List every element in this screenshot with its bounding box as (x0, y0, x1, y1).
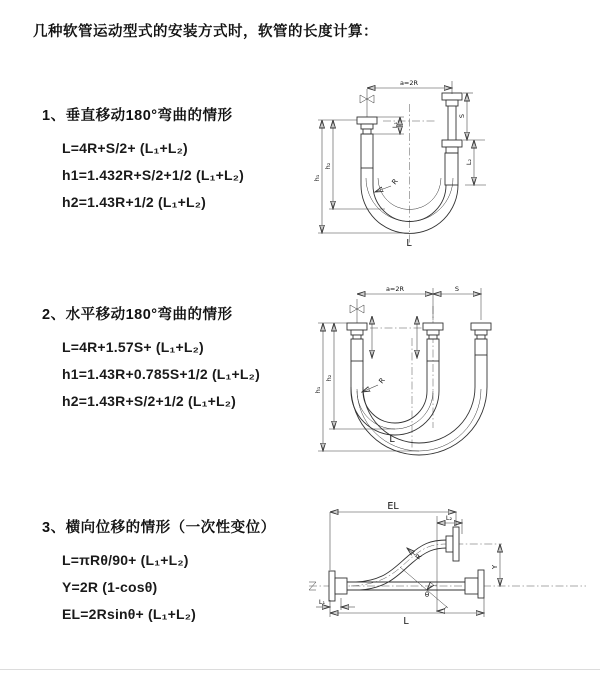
page-title: 几种软管运动型式的安装方式时，软管的长度计算： (33, 24, 378, 40)
dim-label-l1: L₁ (318, 598, 326, 606)
radius-label: R (390, 177, 400, 187)
u-bend-arcs (351, 387, 487, 455)
diagram-lateral-displacement (296, 498, 598, 653)
dim-label-h2: h₂ (324, 162, 332, 170)
dim-label-s: S (454, 285, 460, 293)
formula-length: L=πRθ/90+ (L₁+L₂) (62, 552, 189, 568)
left-flange (357, 117, 377, 134)
length-label: L (403, 616, 409, 627)
section-vertical-180 (42, 104, 312, 210)
dim-label-l1: L₁ (391, 121, 399, 129)
left-braid (351, 339, 363, 361)
angle-label: θ (424, 591, 430, 599)
dim-label-l2: L₂ (465, 158, 473, 166)
right-braid (445, 153, 458, 185)
hose-assembly (309, 516, 484, 612)
dimensions (313, 79, 486, 249)
radius-label: R (414, 552, 424, 562)
section-1-heading: 1、垂直移动180°弯曲的情形 (42, 108, 233, 124)
s-curve-hose (356, 540, 453, 590)
length-label: L (406, 238, 412, 249)
dim-label-l2: L₂ (445, 514, 453, 522)
radius-label: R (377, 376, 387, 386)
dim-label-h1: h₁ (313, 174, 321, 182)
right-braid (475, 339, 487, 355)
section-2-heading: 2、水平移动180°弯曲的情形 (42, 307, 233, 323)
right-flange (471, 323, 491, 339)
dim-label-h2: h₂ (325, 374, 333, 382)
formula-h2: h2=1.43R+1/2 (L₁+L₂) (62, 194, 207, 210)
formula-y: Y=2R (1-cosθ) (62, 579, 158, 595)
upper-flange (446, 527, 459, 561)
left-flange (347, 323, 367, 339)
middle-flange (423, 323, 443, 339)
length-label: L (389, 434, 395, 445)
right-flange (465, 570, 484, 598)
formula-h1: h1=1.43R+0.785S+1/2 (L₁+L₂) (62, 366, 260, 382)
right-flange-upper (442, 93, 462, 106)
section-lateral-displacement (42, 516, 312, 622)
dim-label-el: EL (387, 501, 399, 512)
dim-label-y: Y (491, 564, 499, 570)
dim-label-a2r: a=2R (399, 79, 419, 87)
formula-h2: h2=1.43R+S/2+1/2 (L₁+L₂) (62, 393, 237, 409)
left-flange (329, 571, 347, 601)
diagram-vertical-180-bend (305, 66, 575, 254)
diagram-horizontal-180-bend (300, 278, 590, 468)
left-braid (361, 134, 373, 168)
hose-assembly (347, 288, 491, 455)
dim-label-s: S (458, 113, 466, 119)
dim-label-h1: h₁ (314, 386, 322, 394)
dim-label-a2r: a=2R (385, 285, 405, 293)
formula-h1: h1=1.432R+S/2+1/2 (L₁+L₂) (62, 167, 244, 183)
right-flange-lower (442, 140, 462, 153)
section-3-heading: 3、横向位移的情形（一次性变位） (42, 520, 276, 536)
formula-el: EL=2Rsinθ+ (L₁+L₂) (62, 606, 197, 622)
formula-length: L=4R+S/2+ (L₁+L₂) (62, 140, 188, 156)
dimensions (314, 285, 481, 451)
scan-page-edge (0, 669, 600, 670)
section-horizontal-180 (42, 303, 312, 409)
formula-length: L=4R+1.57S+ (L₁+L₂) (62, 339, 204, 355)
dimensions (316, 501, 500, 627)
